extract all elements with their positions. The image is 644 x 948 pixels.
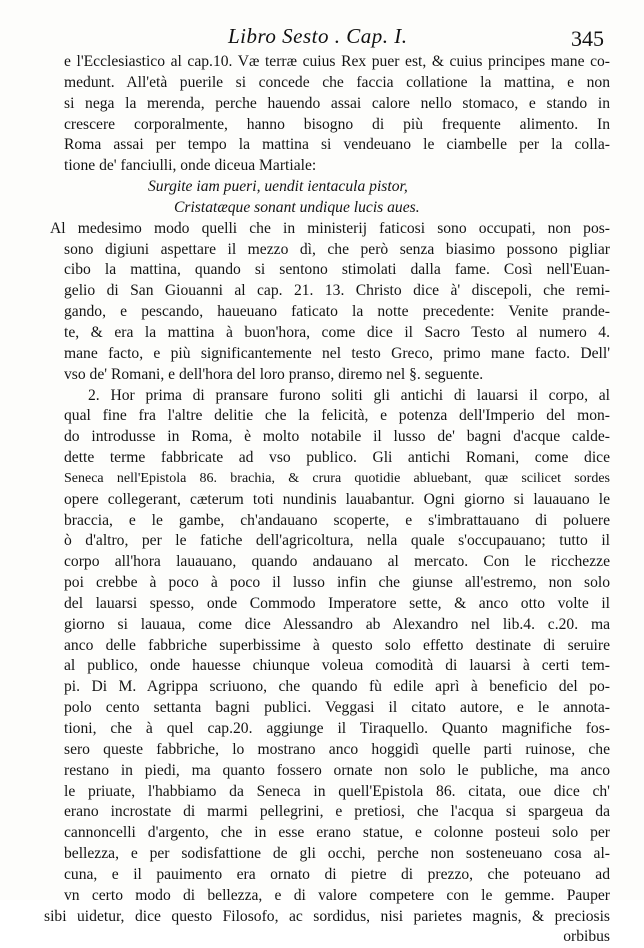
text-line: al publico, onde hauesse chiunque voleua comodità di lauarsi à certi tem-	[64, 657, 610, 675]
text-line: medunt. All'età puerile si concede che faccia collatione la mattina, e non	[64, 73, 610, 91]
text-line: qual fine fra l'altre delitie che la felicità, e potenza dell'Imperio del mon-	[64, 407, 610, 425]
text-line: sono digiuni aspettare il mezzo dì, che però senza biasimo possono pigliar	[64, 240, 610, 258]
text-line: Roma assai per tempo la mattina si vendeuano le ciambelle per la colla-	[64, 136, 610, 154]
text-line: vn certo modo di bellezza, e di valore competere con le gemme. Pauper	[64, 886, 610, 904]
paragraph-start-line: 2. Hor prima di pransare furono soliti gli antichi di lauarsi il corpo, al	[88, 386, 610, 404]
text-line: Al medesimo modo quelli che in ministerij faticosi sono occupati, non pos-	[50, 219, 610, 237]
page-number: 345	[571, 26, 604, 51]
text-line: giorno si lauaua, come dice Alessandro ab Alexandro nel lib.4. c.20. ma	[64, 615, 610, 633]
text-line: gando, e pescando, haueuano faticato la notte precedente: Venite prande-	[64, 303, 610, 321]
text-line: Seneca nell'Epistola 86. brachia, & crura quotidie abluebant, quæ scilicet sordes	[64, 470, 610, 486]
body-text	[44, 52, 610, 948]
text-line: restano in piedi, ma quanto fossero ornate non solo le publiche, ma anco	[64, 761, 610, 779]
text-line: te, & era la mattina à buon'hora, come dice il Sacro Testo al numero 4.	[64, 323, 610, 341]
text-line: anco delle fabbriche superbissime à questo solo effetto destinate di seruire	[64, 636, 610, 654]
text-line: cuna, e il pauimento era ornato di pietre di prezzo, che poteuano ad	[64, 865, 610, 883]
text-line: opere collegerant, cæterum toti nundinis lauabantur. Ogni giorno si lauauano le	[64, 490, 610, 508]
text-line: cibo la mattina, quando si sentono stimolati dalla fame. Così nell'Euan-	[64, 261, 610, 279]
text-line: mane facto, e più significantemente nel testo Greco, primo mane facto. Dell'	[64, 344, 610, 362]
text-line: si nega la merenda, perche hauendo assai calore nello stomaco, e stando in	[64, 94, 610, 112]
text-line: cannoncelli d'argento, che in esse erano statue, e colonne posteui solo per	[64, 824, 610, 842]
text-line: polo cento settanta bagni publici. Veggasi il citato autore, e le annota-	[64, 699, 610, 717]
text-line: do introdusse in Roma, è molto notabile il lusso de' bagni d'acque calde-	[64, 428, 610, 446]
text-line: crescere corporalmente, hanno bisogno di più frequente alimento. In	[64, 115, 610, 133]
running-head: Libro Sesto . Cap. I.	[228, 24, 408, 48]
text-line: ò d'altro, per le fatiche dell'agricoltura, nella quale s'occupauano; tutto il	[64, 532, 610, 550]
text-line: poi crebbe à poco à poco il lusso infin che giunse all'estremo, non solo	[64, 574, 610, 592]
catchword: orbibus	[563, 928, 610, 946]
verse-line: Surgite iam pueri, uendit ientacula pistor,	[148, 178, 408, 196]
text-line: dette terme fabbricate ad vso publico. Gli antichi Romani, come dice	[64, 449, 610, 467]
text-line: le priuate, l'habbiamo da Seneca in quell'Epistola 86. citata, oue dice ch'	[64, 782, 610, 800]
page-header	[60, 22, 604, 52]
text-line: sibi uidetur, dice questo Filosofo, ac sordidus, nisi parietes magnis, & preciosis	[44, 907, 610, 925]
text-line: gelio di San Giouanni al cap. 21. 13. Christo dice à' discepoli, che remi-	[64, 282, 610, 300]
verse-line: Cristatæque sonant undique lucis aues.	[174, 198, 420, 216]
text-line: e l'Ecclesiastico al cap.10. Væ terræ cuius Rex puer est, & cuius principes mane co-	[64, 53, 610, 70]
text-line: braccia, e le gambe, ch'andauano scoperte, e s'imbrattauano di poluere	[64, 511, 610, 529]
text-line: bellezza, e per sodisfattione de gli occhi, perche non sosteneuano cosa al-	[64, 845, 610, 863]
text-line: erano incrostate di marmi pellegrini, e pretiosi, che l'acqua si spargeua da	[64, 803, 610, 821]
text-line: tione de' fanciulli, onde diceua Martiale:	[64, 157, 317, 175]
text-line: corpo all'hora lauauano, quando andauano al mercato. Con le ricchezze	[64, 553, 610, 571]
text-line: pi. Di M. Agrippa scriuono, che quando fù edile aprì à beneficio del po-	[64, 678, 610, 696]
text-line: del lauarsi spesso, onde Commodo Imperatore sette, & anco otto volte il	[64, 594, 610, 612]
text-line: sero queste fabbriche, lo mostrano anco hoggidì quelle parti ruinose, che	[64, 740, 610, 758]
text-line: tioni, che à quel cap.20. aggiunge il Tiraquello. Quanto magnifiche fos-	[64, 720, 610, 737]
text-line: vso de' Romani, e dell'hora del loro pranso, diremo nel §. seguente.	[64, 365, 484, 383]
